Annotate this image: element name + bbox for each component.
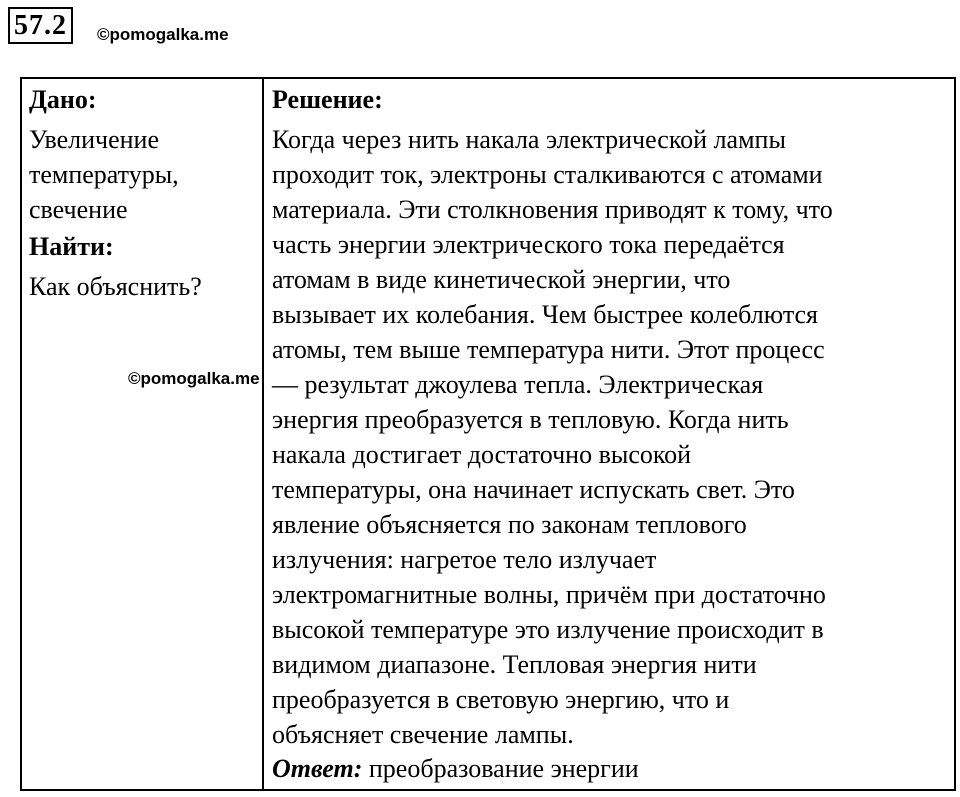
given-line: температуры, (29, 160, 179, 189)
given-line: Увеличение (29, 125, 160, 154)
given-column (22, 79, 264, 789)
solution-column (264, 79, 954, 789)
watermark-top: ©pomogalka.me (97, 25, 229, 44)
problem-number: 57.2 (8, 7, 73, 44)
given-line: свечение (29, 195, 128, 224)
solution-line: накала достигает достаточно высокой (272, 440, 692, 469)
solution-line: атомам в виде кинетической энергии, что (272, 265, 731, 294)
watermark-middle: ©pomogalka.me (128, 369, 260, 388)
find-text: Как объяснить? (29, 272, 202, 301)
solution-text (272, 122, 948, 752)
answer-label: Ответ: (272, 754, 363, 783)
solution-table (20, 77, 956, 791)
answer-line (272, 752, 948, 786)
solution-line: объясняет свечение лампы. (272, 720, 574, 749)
solution-line: электромагнитные волны, причём при достаточно (272, 580, 826, 609)
given-heading: Дано: (29, 85, 97, 114)
solution-heading: Решение: (272, 85, 383, 114)
given-text (29, 122, 256, 227)
solution-line: атомы, тем выше температура нити. Этот процесс (272, 335, 825, 364)
find-heading: Найти: (29, 232, 114, 261)
solution-line: — результат джоулева тепла. Электрическая (272, 370, 764, 399)
solution-line: преобразуется в световую энергию, что и (272, 685, 730, 714)
solution-line: вызывает их колебания. Чем быстрее колеблются (272, 300, 818, 329)
solution-line: высокой температуре это излучение происходит в (272, 615, 824, 644)
solution-line: часть энергии электрического тока передаётся (272, 230, 785, 259)
solution-line: температуры, она начинает испускать свет. Это (272, 475, 795, 504)
solution-line: энергия преобразуется в тепловую. Когда нить (272, 405, 789, 434)
solution-line: материала. Эти столкновения приводят к тому, что (272, 195, 833, 224)
solution-line: проходит ток, электроны сталкиваются с атомами (272, 160, 823, 189)
solution-line: Когда через нить накала электрической лампы (272, 125, 786, 154)
solution-line: явление объясняется по законам теплового (272, 510, 747, 539)
solution-line: излучения: нагретое тело излучает (272, 545, 657, 574)
solution-line: видимом диапазоне. Тепловая энергия нити (272, 650, 757, 679)
answer-text: преобразование энергии (362, 754, 639, 783)
